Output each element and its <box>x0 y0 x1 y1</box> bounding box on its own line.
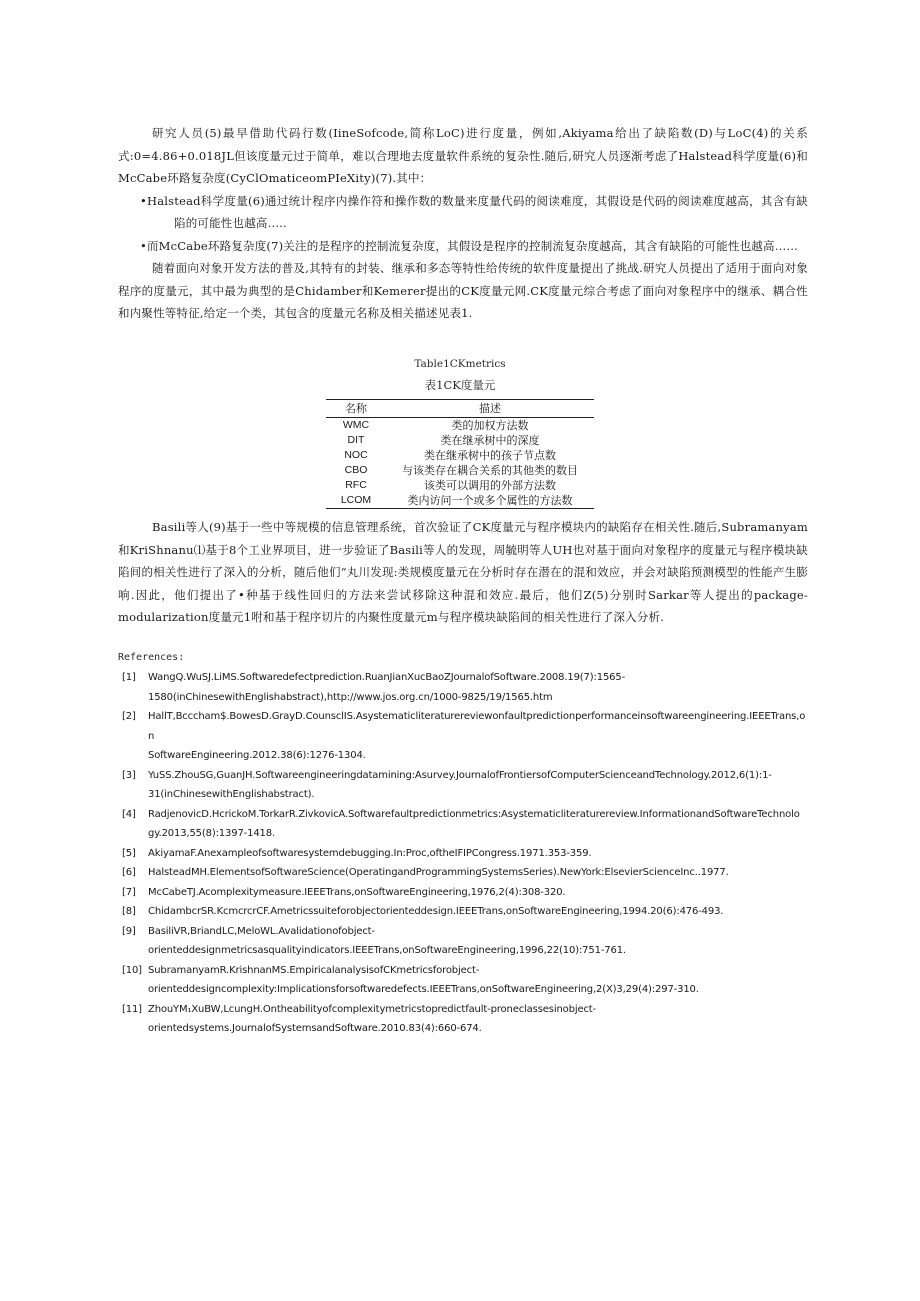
reference-line: ZhouYM₁XuBW,LcungH.Ontheabilityofcomplexitymetricstopredictfault-proneclassesinobject- <box>148 1003 597 1015</box>
reference-item <box>118 922 808 961</box>
reference-line: 31(inChinesewithEnglishabstract). <box>148 789 315 800</box>
reference-line: HalsteadMH.ElementsofSoftwareScience(OperatingandProgrammingSystemsSeries).NewYork:ElsevierScienceInc..1977. <box>148 867 729 878</box>
reference-number: [2] <box>122 711 136 722</box>
reference-text <box>148 1000 808 1039</box>
paragraph-loc-metrics: 研究人员(5)最早借助代码行数(IineSofcode,简称LoC)进行度量，例如,Akiyama给出了缺陷数(D)与LoC(4)的关系式:0=4.86+0.018JL但该度量元过于简单，难以合理地去度量软件系统的复杂性.随后,研究人员逐渐考虑了Halstead科学度量(6)和McCabe环路复杂度(CyClOmaticeomPIeXity)(7).其中： <box>118 126 808 185</box>
reference-line: HallT,Bcccham$.BowesD.GrayD.CounsclIS.Asystematicliteraturereviewonfaultpredictionperformanceinsoftwareengineering.IEEETrans,on <box>148 711 806 742</box>
reference-line: WangQ.WuSJ.LiMS.Softwaredefectprediction.RuanJianXucBaoZJournalofSoftware.2008.19(7):1565- <box>148 672 626 683</box>
reference-item <box>118 668 808 707</box>
reference-list <box>118 668 808 1039</box>
reference-text <box>148 922 808 961</box>
reference-line: ChidambcrSR.KcmcrcrCF.Ametricssuiteforobjectorienteddesign.IEEETrans,onSoftwareEngineering,1994.20(6):476-493. <box>148 906 724 917</box>
intro-section <box>118 122 808 325</box>
reference-item <box>118 1000 808 1039</box>
table-row <box>326 493 594 509</box>
reference-number: [8] <box>122 906 136 917</box>
reference-item <box>118 844 808 864</box>
table-row <box>326 433 594 448</box>
metric-description: 类在继承树中的孩子节点数 <box>424 449 556 462</box>
reference-number: [4] <box>122 808 136 820</box>
reference-line: orienteddesignmetricsasqualityindicators.IEEETrans,onSoftwareEngineering,1996,22(10):751-761. <box>148 945 626 956</box>
reference-item <box>118 805 808 844</box>
reference-number: [10] <box>122 964 142 976</box>
header-description: 描述 <box>386 400 594 418</box>
table-row <box>326 478 594 493</box>
metric-description: 类的加权方法数 <box>451 419 529 432</box>
metric-name: LCOM <box>326 493 386 509</box>
metric-description: 该类可以调用的外部方法数 <box>424 479 556 492</box>
paragraph-ck-metrics: 随着面向对象开发方法的普及,其特有的封装、继承和多态等特性给传统的软件度量提出了挑战.研究人员提出了适用于面向对象程序的度量元，其中最为典型的是Chidamber和Kemerer提出的CK度量元网.CK度量元综合考虑了面向对象程序中的继承、耦合性和内聚性等特征,给定一个类，其包含的度量元名称及相关描述见表1. <box>118 261 808 320</box>
table-row <box>326 463 594 478</box>
table-header-row <box>326 400 594 418</box>
table-caption-cn: 表1CK度量元 <box>424 378 496 392</box>
metric-name: DIT <box>347 434 365 446</box>
metric-name: CBO <box>344 464 368 476</box>
reference-line: orientedsystems.JournalofSystemsandSoftware.2010.83(4):660-674. <box>148 1023 482 1034</box>
bullet-mccabe: •而McCabe环路复杂度(7)关注的是程序的控制流复杂度，其假设是程序的控制流复杂度越高，其含有缺陷的可能性也越高…… <box>140 238 799 253</box>
reference-line: SubramanyamR.KrishnanMS.EmpiricalanalysisofCKmetricsforobject- <box>148 964 480 976</box>
reference-number: [9] <box>122 925 136 937</box>
reference-item <box>118 961 808 1000</box>
reference-item <box>118 902 808 922</box>
reference-line: BasiliVR,BriandLC,MeloWL.Avalidationofobject- <box>148 925 375 937</box>
reference-number: [1] <box>122 672 136 683</box>
reference-text <box>148 668 808 707</box>
bullet-halstead: •Halstead科学度量(6)通过统计程序内操作符和操作数的数量来度量代码的阅读难度，其假设是代码的阅读难度越高，其含有缺陷的可能性也越高..… <box>140 193 808 230</box>
metric-name: NOC <box>344 449 368 461</box>
reference-text <box>148 902 808 922</box>
reference-number: [6] <box>122 867 136 878</box>
reference-number: [5] <box>122 847 136 859</box>
reference-number: [11] <box>122 1003 142 1015</box>
metric-name: WMC <box>342 419 370 431</box>
reference-item <box>118 707 808 766</box>
reference-text <box>148 961 808 1000</box>
reference-line: 1580(inChinesewithEnglishabstract),http://www.jos.org.cn/1000-9825/19/1565.htm <box>148 691 553 703</box>
reference-text <box>148 844 808 864</box>
ck-metrics-table <box>326 399 594 509</box>
reference-item <box>118 766 808 805</box>
table-row <box>326 418 594 434</box>
reference-number: [3] <box>122 769 136 781</box>
paragraph-related-work: Basili等人(9)基于一些中等规模的信息管理系统，首次验证了CK度量元与程序模块内的缺陷存在相关性.随后,Subramanyam和KriShnanu⑴基于8个工业界项目，进一步验证了Basili等人的发现，周毓明等人UH也对基于面向对象程序的度量元与程序模块缺陷间的相关性进行了深入的分析，随后他们“丸川发现:类规模度量元在分析时存在潜在的混和效应，并会对缺陷预测模型的性能产生膨响.因此，他们提出了•种基于线性回归的方法来尝试移除这种混和效应.最后，他们Z(5)分别时Sarkar等人提出的package-modularization度量元1咐和基于程序切片的内聚性度量元m与程序模块缺陷间的相关性进行了深入分析. <box>118 520 808 624</box>
reference-item <box>118 883 808 903</box>
related-work-section <box>118 516 808 629</box>
metric-description: 类在继承树中的深度 <box>440 434 540 447</box>
metric-description: 与该类存在耦合关系的其他类的数目 <box>402 464 578 477</box>
reference-item <box>118 863 808 883</box>
header-name: 名称 <box>326 400 386 418</box>
reference-text <box>148 707 808 766</box>
reference-line: AkiyamaF.Anexampleofsoftwaresystemdebugging.In:Proc,oftheIFIPCongress.1971.353-359. <box>148 847 592 859</box>
metric-name: RFC <box>345 479 367 491</box>
reference-number: [7] <box>122 886 136 898</box>
metric-description: 类内访问一个或多个属性的方法数 <box>386 493 594 509</box>
reference-text <box>148 863 808 883</box>
reference-line: McCabeTJ.Acomplexitymeasure.IEEETrans,onSoftwareEngineering,1976,2(4):308-320. <box>148 886 566 898</box>
reference-line: SoftwareEngineering.2012.38(6):1276-1304. <box>148 750 366 761</box>
reference-line: YuSS.ZhouSG,GuanJH.Softwareengineeringdatamining:Asurvey.JournalofFrontiersofComputerScienceandTechnology.2012,6(1):1- <box>148 769 772 781</box>
reference-line: orienteddesigncomplexity:Implicationsforsoftwaredefects.IEEETrans,onSoftwareEngineering,2(X)3,29(4):297-310. <box>148 984 699 995</box>
reference-text <box>148 883 808 903</box>
reference-line: RadjenovicD.HcrickoM.TorkarR.ZivkovicA.Softwarefaultpredictionmetrics:Asystematicliteraturereview.InformationandSoftwareTechnolo <box>148 808 800 820</box>
table-caption-en: Table1CKmetrics <box>414 358 506 370</box>
reference-text <box>148 766 808 805</box>
reference-line: gy.2013,55(8):1397-1418. <box>148 828 275 839</box>
table-row <box>326 448 594 463</box>
reference-text <box>148 805 808 844</box>
references-heading: References: <box>118 652 185 663</box>
